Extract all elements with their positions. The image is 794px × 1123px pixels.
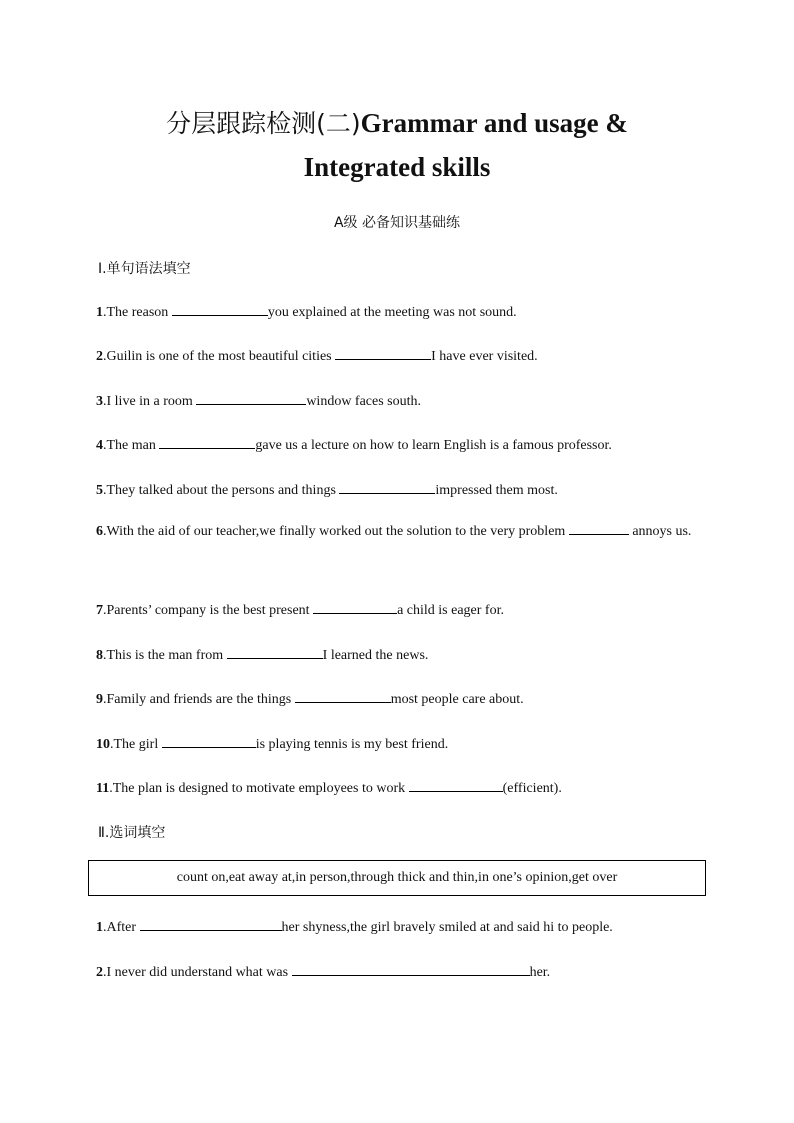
answer-blank[interactable] bbox=[339, 479, 435, 494]
question-text: her. bbox=[529, 965, 551, 980]
question-9 bbox=[96, 688, 524, 710]
question-2 bbox=[96, 345, 538, 367]
question-text: (efficient). bbox=[502, 781, 562, 796]
question-number: 11 bbox=[96, 781, 110, 796]
question-number: 6 bbox=[96, 524, 103, 539]
question-number: 3 bbox=[96, 394, 103, 409]
title-en: Grammar and usage & bbox=[360, 108, 628, 138]
question-10 bbox=[96, 733, 448, 755]
question-number: 1 bbox=[96, 920, 103, 935]
question-text: I learned the news. bbox=[322, 648, 429, 663]
question-text: .Parents’ company is the best present bbox=[103, 603, 314, 618]
question-text: I have ever visited. bbox=[431, 349, 538, 364]
question-text: gave us a lecture on how to learn English is a famous professor. bbox=[255, 438, 612, 453]
question-text: .They talked about the persons and things bbox=[103, 483, 340, 498]
question-number: 1 bbox=[96, 305, 103, 320]
question-3 bbox=[96, 390, 421, 412]
question-6 bbox=[96, 516, 700, 548]
question-text: annoys us. bbox=[628, 524, 692, 539]
section-heading-2: Ⅱ.选词填空 bbox=[98, 825, 166, 841]
question-text: impressed them most. bbox=[435, 483, 558, 498]
question-number: 2 bbox=[96, 349, 103, 364]
question-number: 8 bbox=[96, 648, 103, 663]
question-text: .Guilin is one of the most beautiful cities bbox=[103, 349, 336, 364]
question-number: 5 bbox=[96, 483, 103, 498]
question-text: .The man bbox=[103, 438, 160, 453]
answer-blank[interactable] bbox=[335, 345, 431, 360]
question-text: .The girl bbox=[110, 737, 162, 752]
answer-blank[interactable] bbox=[569, 520, 629, 535]
question-text: her shyness,the girl bravely smiled at and said hi to people. bbox=[281, 920, 613, 935]
question-number: 7 bbox=[96, 603, 103, 618]
question-7 bbox=[96, 599, 504, 621]
answer-blank[interactable] bbox=[172, 301, 268, 316]
question-text: is playing tennis is my best friend. bbox=[255, 737, 449, 752]
question-text: .After bbox=[103, 920, 140, 935]
question-11 bbox=[96, 777, 562, 799]
title-cjk: 分层跟踪检测(二) bbox=[166, 109, 361, 138]
question-number: 9 bbox=[96, 692, 103, 707]
answer-blank[interactable] bbox=[409, 777, 503, 792]
question-text: .With the aid of our teacher,we finally worked out the solution to the very problem bbox=[103, 524, 569, 539]
question-text: you explained at the meeting was not sound. bbox=[267, 305, 517, 320]
level-heading: A级 必备知识基础练 bbox=[333, 215, 461, 231]
question-number: 2 bbox=[96, 965, 103, 980]
question-text: .This is the man from bbox=[103, 648, 227, 663]
question-8 bbox=[96, 644, 428, 666]
question-text: .I never did understand what was bbox=[103, 965, 292, 980]
question-number: 4 bbox=[96, 438, 103, 453]
question-text: a child is eager for. bbox=[397, 603, 504, 618]
question-5 bbox=[96, 479, 558, 501]
answer-blank[interactable] bbox=[196, 390, 306, 405]
question-2-2 bbox=[96, 961, 550, 983]
question-text: window faces south. bbox=[306, 394, 422, 409]
question-text: .I live in a room bbox=[103, 394, 197, 409]
question-4 bbox=[96, 434, 612, 456]
question-number: 10 bbox=[96, 737, 110, 752]
question-text: most people care about. bbox=[390, 692, 524, 707]
question-2-1 bbox=[96, 916, 613, 938]
question-text: .The plan is designed to motivate employees to work bbox=[109, 781, 409, 796]
section-heading-1: Ⅰ.单句语法填空 bbox=[98, 261, 191, 277]
question-text: .The reason bbox=[103, 305, 172, 320]
answer-blank[interactable] bbox=[313, 599, 397, 614]
answer-blank[interactable] bbox=[159, 434, 255, 449]
answer-blank[interactable] bbox=[162, 733, 256, 748]
page-title-line2: Integrated skills bbox=[303, 152, 491, 182]
page-title-line1 bbox=[0, 104, 794, 140]
answer-blank[interactable] bbox=[292, 961, 530, 976]
question-text: .Family and friends are the things bbox=[103, 692, 295, 707]
answer-blank[interactable] bbox=[295, 688, 391, 703]
word-bank-box: count on,eat away at,in person,through thick and thin,in one’s opinion,get over bbox=[88, 860, 706, 896]
answer-blank[interactable] bbox=[227, 644, 323, 659]
answer-blank[interactable] bbox=[140, 916, 282, 931]
question-1 bbox=[96, 301, 517, 323]
